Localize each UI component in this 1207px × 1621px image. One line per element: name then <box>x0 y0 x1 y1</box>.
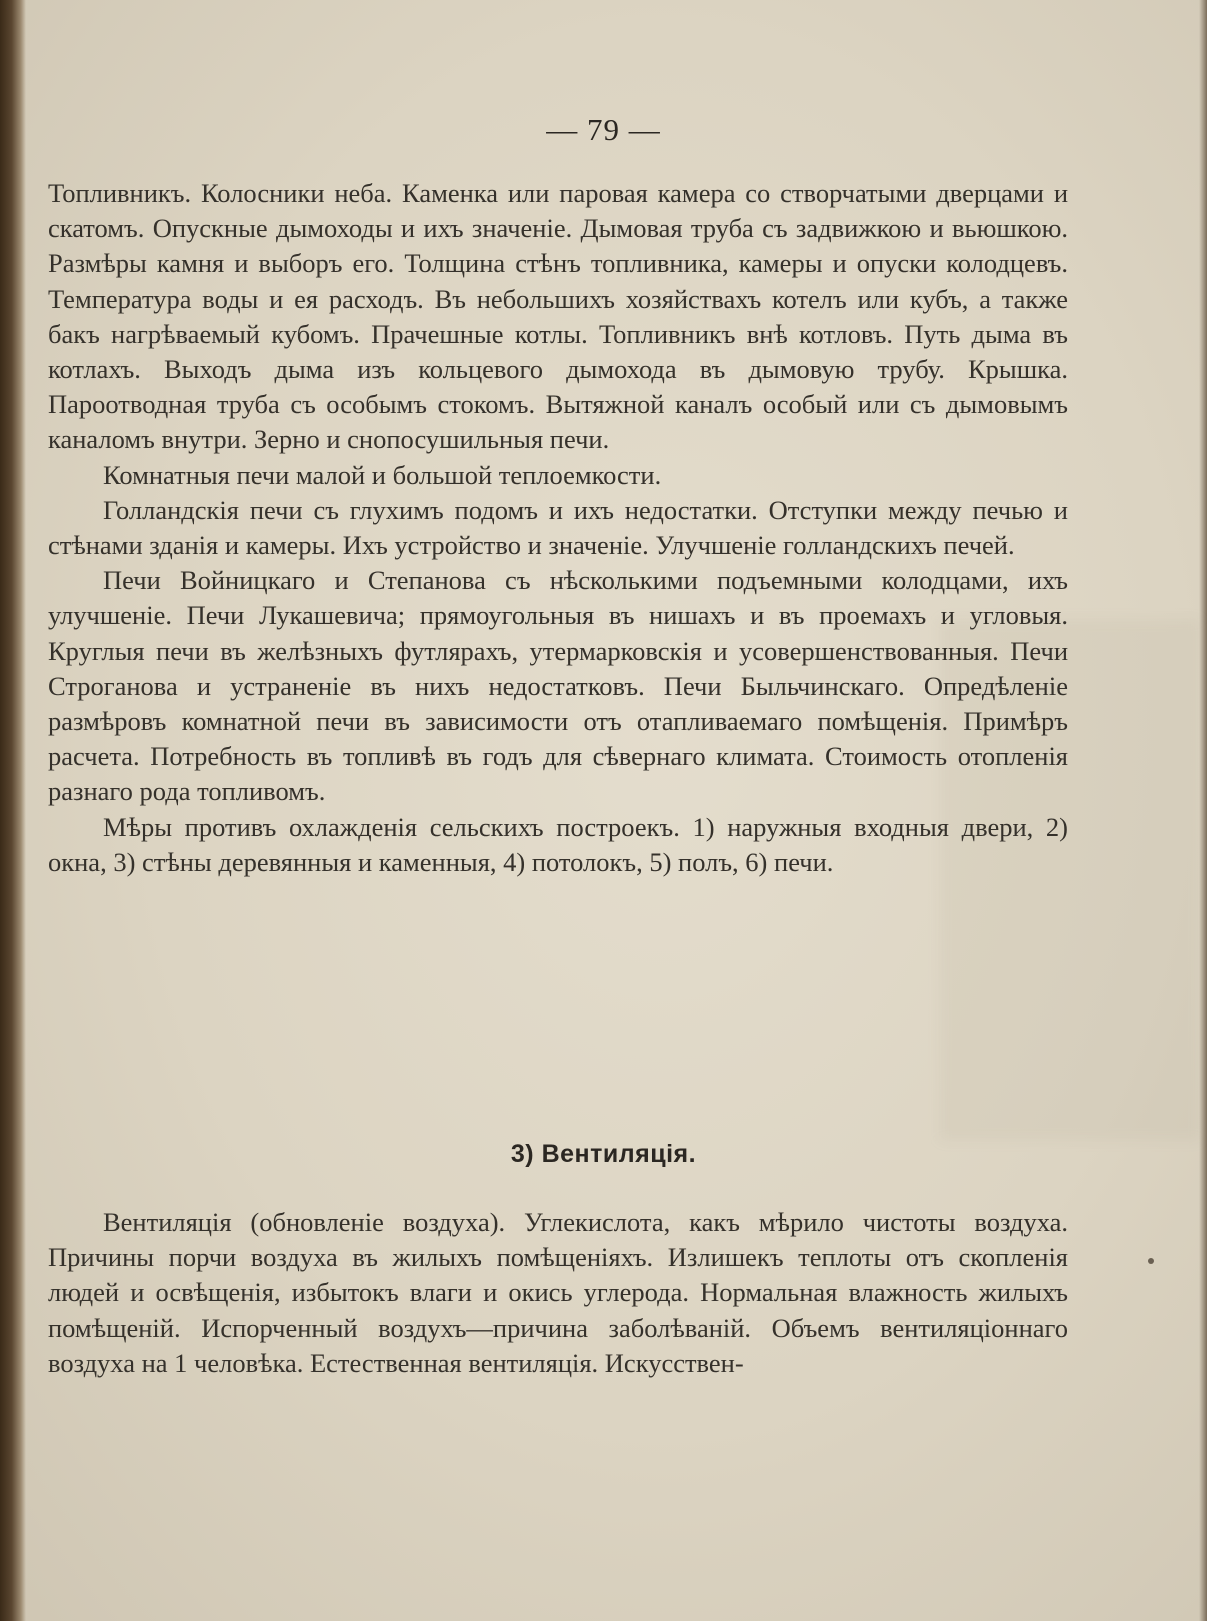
text-block-top <box>48 176 1068 880</box>
paragraph: Мѣры противъ охлажденія сельскихъ построекъ. 1) наружныя входныя двери, 2) окна, 3) стѣны деревянныя и каменныя, 4) потолокъ, 5) полъ, 6) печи. <box>48 811 1068 877</box>
text-block-bottom <box>48 1205 1068 1381</box>
paragraph: Печи Войницкаго и Степанова съ нѣсколькими подъемными колодцами, ихъ улучшеніе. Печи Лукашевича; прямоугольныя въ нишахъ и въ проемахъ и угловыя. Круглыя печи въ желѣзныхъ футлярахъ, утермарковскія и усовершенствованныя. Печи Строганова и устраненіе въ нихъ недостатковъ. Печи Быльчинскаго. Опредѣленіе размѣровъ комнатной печи въ зависимости отъ отапливаемаго помѣщенія. Примѣръ расчета. Потребность въ топливѣ въ годъ для сѣвернаго климата. Стоимость отопленія разнаго рода топливомъ. <box>48 565 1068 807</box>
section-heading: 3) Вентиляція. <box>510 1140 697 1168</box>
paragraph: Голландскія печи съ глухимъ подомъ и ихъ недостатки. Отступки между печью и стѣнами зданія и камеры. Ихъ устройство и значеніе. Улучшеніе голландскихъ печей. <box>48 494 1068 561</box>
paragraph: Топливникъ. Колосники неба. Каменка или паровая камера со створчатыми дверцами и скатомъ. Опускные дымоходы и ихъ значеніе. Дымовая труба съ задвижкою и вьюшкою. Размѣры камня и выборъ его. Толщина стѣнъ топливника, камеры и опуски колодцевъ. Температура воды и ея расходъ. Въ небольшихъ хозяйствахъ котелъ или кубъ, а также бакъ нагрѣваемый кубомъ. Прачешные котлы. Топливникъ внѣ котловъ. Путь дыма въ котлахъ. Выходъ дыма изъ кольцевого дымохода въ дымовую трубу. Крышка. Пароотводная труба съ особымъ стокомъ. Вытяжной каналъ особый или съ дымовымъ каналомъ внутри. Зерно и снопосушильныя печи. <box>48 178 1068 455</box>
page-edge-shadow <box>1199 0 1207 1621</box>
paragraph: Вентиляція (обновленіе воздуха). Углекислота, какъ мѣрило чистоты воздуха. Причины порчи воздуха въ жилыхъ помѣщеніяхъ. Излишекъ теплоты отъ скопленія людей и освѣщенія, избытокъ влаги и окись углерода. Нормальная влажность жилыхъ помѣщеній. Испорченный воздухъ—причина заболѣваній. Объемъ вентиляціоннаго воздуха на 1 человѣка. Естественная вентиляція. Искусствен- <box>48 1207 1068 1378</box>
book-binding-shadow <box>0 0 26 1621</box>
paragraph: Комнатныя печи малой и большой теплоемкости. <box>103 459 662 490</box>
paper-speck <box>1148 1258 1154 1264</box>
page-number: — 79 — <box>546 112 661 147</box>
